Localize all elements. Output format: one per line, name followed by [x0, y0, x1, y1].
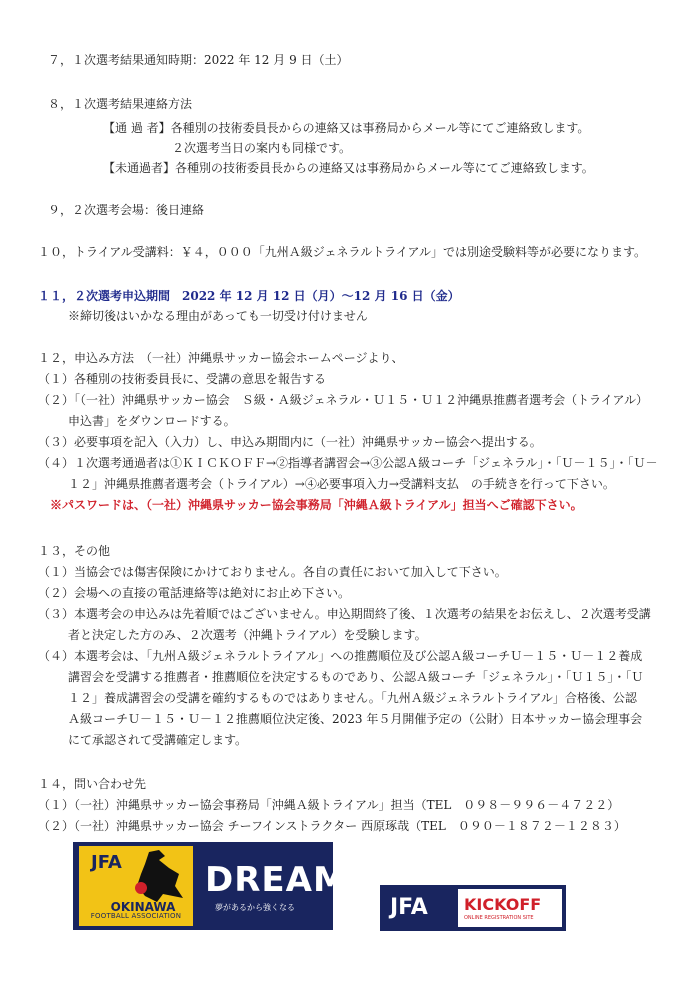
dream-text: DREAM: [205, 860, 348, 900]
item-13-4-cont-1: 講習会を受講する推薦者・推薦順位を決定するものであり、公認Ａ級コーチ「ジェネラル」・「Ｕ１５」・「Ｕ: [68, 670, 644, 684]
dream-tagline: 夢があるから強くなる: [215, 903, 295, 912]
item-8-title: ８，１次選考結果連絡方法: [48, 97, 193, 111]
jfa-kickoff-logo: [380, 885, 566, 931]
item-7-notification-date: ７，１次選考結果通知時期：2022 年 12 月 9 日（土）: [48, 53, 349, 67]
item-12-step-2-cont: 申込書」をダウンロードする。: [68, 414, 236, 428]
item-12-step-4-cont: １２」沖縄県推薦者選考会（トライアル）→④必要事項入力→受講料支払 の手続きを行って下さい。: [68, 477, 615, 491]
item-13-4-cont-4: にて承認されて受講確定します。: [68, 733, 248, 747]
item-13-1: （１）当協会では傷害保険にかけておりません。各自の責任において加入して下さい。: [38, 565, 507, 579]
item-8-pass-line: 【通 過 者】各種別の技術委員長からの連絡又は事務局からメール等にてご連絡致します。: [103, 121, 590, 135]
item-14-title: １４，問い合わせ先: [38, 777, 147, 791]
item-9-venue: ９，２次選考会場：後日連絡: [48, 203, 205, 217]
item-12-step-1: （１）各種別の技術委員長に、受講の意思を報告する: [38, 372, 327, 386]
item-12-password-note: ※パスワードは、（一社）沖縄県サッカー協会事務局「沖縄Ａ級トライアル」担当へご確認下さい。: [50, 498, 583, 512]
item-12-title: １２，申込み方法 （一社）沖縄県サッカー協会ホームページより、: [38, 351, 404, 365]
item-13-4-cont-2: １２」養成講習会の受講を確約するものではありません。「九州Ａ級ジェネラルトライアル」合格後、公認: [68, 691, 637, 705]
item-13-title: １３，その他: [38, 544, 111, 558]
item-14-contact-1: （１）（一社）沖縄県サッカー協会事務局「沖縄Ａ級トライアル」担当（TEL ０９８－９９６－４７２２）: [38, 798, 620, 812]
kickoff-subtitle: ONLINE REGISTRATION SITE: [464, 915, 534, 921]
item-13-3: （３）本選考会の申込みは先着順ではございません。申込期間終了後、１次選考の結果をお伝えし、２次選考受講: [38, 607, 651, 621]
kickoff-text: KICKOFF: [464, 895, 542, 914]
football-association-text: FOOTBALL ASSOCIATION: [90, 912, 182, 920]
kickoff-box: [458, 889, 562, 927]
item-13-4: （４）本選考会は、「九州Ａ級ジェネラルトライアル」への推薦順位及び公認Ａ級コーチＵ－１５・Ｕ－１２養成: [38, 649, 643, 663]
okinawa-jfa-text: JFA: [91, 852, 122, 873]
item-12-step-2: （２）「（一社）沖縄県サッカー協会 Ｓ級・Ａ級ジェネラル・Ｕ１５・Ｕ１２沖縄県推薦者選考会（トライアル）: [38, 393, 648, 407]
kickoff-jfa-text: JFA: [390, 895, 428, 920]
item-13-4-cont-3: Ａ級コーチＵ－１５・Ｕ－１２推薦順位決定後、2023 年５月開催予定の（公財）日本サッカー協会理事会: [68, 712, 643, 726]
item-11-application-period: １１，２次選考申込期間 2022 年 12 月 12 日（月）～12 月 16 日（金）: [38, 289, 460, 303]
jfa-okinawa-dream-logo: [73, 842, 348, 930]
item-12-step-3: （３）必要事項を記入（入力）し、申込み期間内に（一社）沖縄県サッカー協会へ提出する。: [38, 435, 542, 449]
item-8-fail-line: 【未通過者】各種別の技術委員長からの連絡又は事務局からメール等にてご連絡致します。: [103, 161, 594, 175]
item-8-pass-line-2: ２次選考当日の案内も同様です。: [172, 141, 352, 155]
item-13-3-cont: 者と決定した方のみ、２次選考（沖縄トライアル）を受験します。: [68, 628, 427, 642]
item-12-step-4: （４）１次選考通過者は①ＫＩＣＫＯＦＦ→②指導者講習会→③公認Ａ級コーチ「ジェネラル」・「Ｕ－１５」・「Ｕ－: [38, 456, 658, 470]
item-14-contact-2: （２）（一社）沖縄県サッカー協会 チーフインストラクター 西原琢哉（TEL ０９０－１８７２－１２８３）: [38, 819, 626, 833]
item-11-note: ※締切後はいかなる理由があっても一切受け付けません: [68, 309, 368, 323]
item-10-fee: １０，トライアル受講料：￥４，０００「九州Ａ級ジェネラルトライアル」では別途受験料等が必要になります。: [38, 245, 647, 259]
okinawa-text: OKINAWA: [110, 900, 176, 914]
item-13-2: （２）会場への直接の電話連絡等は絶対にお止め下さい。: [38, 586, 351, 600]
